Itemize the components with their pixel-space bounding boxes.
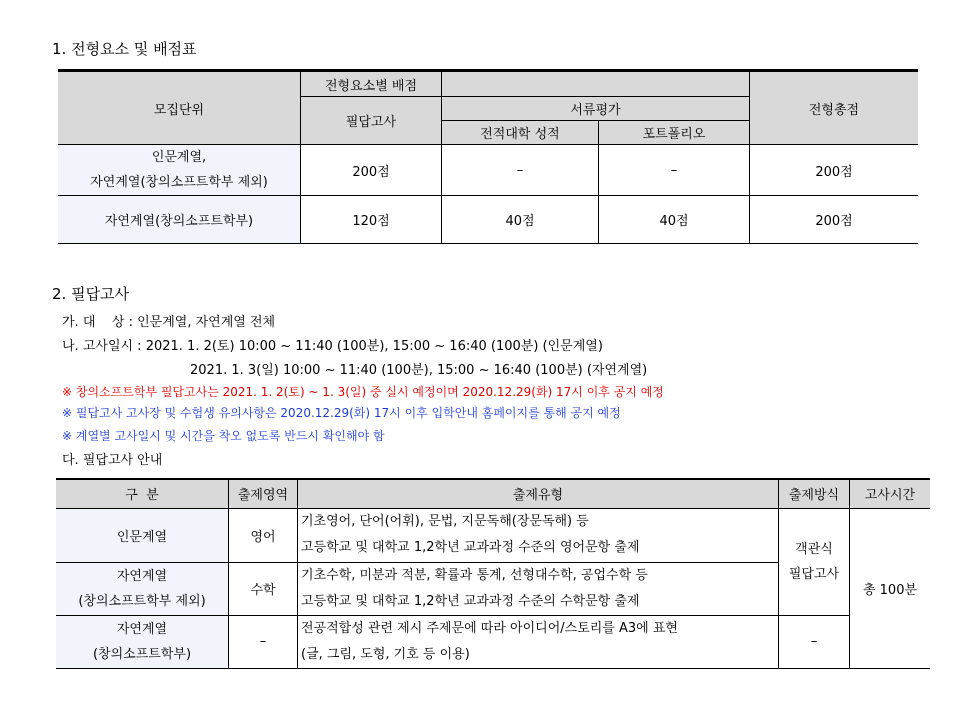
- row-written: 200점: [301, 145, 442, 196]
- row-portfolio: –: [599, 145, 750, 196]
- row-grades: –: [442, 145, 599, 196]
- header-unit: 모집단위: [58, 71, 301, 145]
- table-row: [58, 145, 918, 196]
- note-red: ※ 창의소프트학부 필답고사는 2021. 1. 2(토) ~ 1. 3(일) 중 실시 예정이며 2020.12.29(화) 17시 이후 공지 예정: [62, 385, 664, 399]
- row-area: –: [229, 615, 298, 668]
- header-docs: 서류평가: [442, 97, 750, 121]
- note-blue-1: ※ 필답고사 고사장 및 수험생 유의사항은 2020.12.29(화) 17시 이후 입학안내 홈페이지를 통해 공지 예정: [62, 406, 621, 420]
- header-method: 출제방식: [779, 479, 850, 508]
- row-type: 기초영어, 단어(어휘), 문법, 지문독해(장문독해) 등 고등학교 및 대학교 1,2학년 교과과정 수준의 영어문항 출제: [298, 508, 779, 562]
- row-division: 인문계열: [56, 508, 229, 562]
- header-type: 출제유형: [298, 479, 779, 508]
- exam-date-2: 2021. 1. 3(일) 10:00 ~ 11:40 (100분), 15:00 ~ 16:40 (100분) (자연계열): [190, 363, 648, 378]
- header-grades: 전적대학 성적: [442, 121, 599, 145]
- row-unit: 인문계열, 자연계열(창의소프트학부 제외): [58, 145, 301, 196]
- row-total: 200점: [750, 196, 919, 244]
- row-portfolio: 40점: [599, 196, 750, 244]
- row-grades: 40점: [442, 196, 599, 244]
- table-row: [58, 196, 918, 244]
- exam-guide: 다. 필답고사 안내: [62, 453, 163, 468]
- section2-title: 2. 필답고사: [52, 285, 130, 303]
- note-blue-2: ※ 계열별 고사일시 및 시간을 착오 없도록 반드시 확인해야 함: [62, 429, 385, 443]
- row-total: 200점: [750, 145, 919, 196]
- header-area: 출제영역: [229, 479, 298, 508]
- row-area: 수학: [229, 562, 298, 615]
- header-division: 구 분: [56, 479, 229, 508]
- header-portfolio: 포트폴리오: [599, 121, 750, 145]
- time-cell: 총 100분: [850, 508, 931, 668]
- table-row: [56, 508, 930, 562]
- header-elements: 전형요소별 배점: [301, 71, 442, 97]
- method-cell: 객관식 필답고사: [779, 508, 850, 615]
- row-unit: 자연계열(창의소프트학부): [58, 196, 301, 244]
- row-type: 전공적합성 관련 제시 주제문에 따라 아이디어/스토리를 A3에 표현 (글, 그림, 도형, 기호 등 이용): [298, 615, 779, 668]
- exam-date-1: 나. 고사일시 : 2021. 1. 2(토) 10:00 ~ 11:40 (100분), 15:00 ~ 16:40 (100분) (인문계열): [62, 339, 603, 354]
- header-written: 필답고사: [301, 97, 442, 145]
- header-total: 전형총점: [750, 71, 919, 145]
- exam-target: 가. 대 상 : 인문계열, 자연계열 전체: [62, 315, 276, 330]
- row-area: 영어: [229, 508, 298, 562]
- header-blank: [442, 71, 750, 97]
- row-division: 자연계열 (창의소프트학부 제외): [56, 562, 229, 615]
- score-table: [58, 69, 918, 244]
- row-division: 자연계열 (창의소프트학부): [56, 615, 229, 668]
- section1-title: 1. 전형요소 및 배점표: [52, 40, 197, 58]
- method-cell: –: [779, 615, 850, 668]
- header-time: 고사시간: [850, 479, 931, 508]
- exam-table: [56, 478, 930, 669]
- row-type: 기초수학, 미분과 적분, 확률과 통계, 선형대수학, 공업수학 등 고등학교 및 대학교 1,2학년 교과과정 수준의 수학문항 출제: [298, 562, 779, 615]
- row-written: 120점: [301, 196, 442, 244]
- table-row: [56, 615, 930, 668]
